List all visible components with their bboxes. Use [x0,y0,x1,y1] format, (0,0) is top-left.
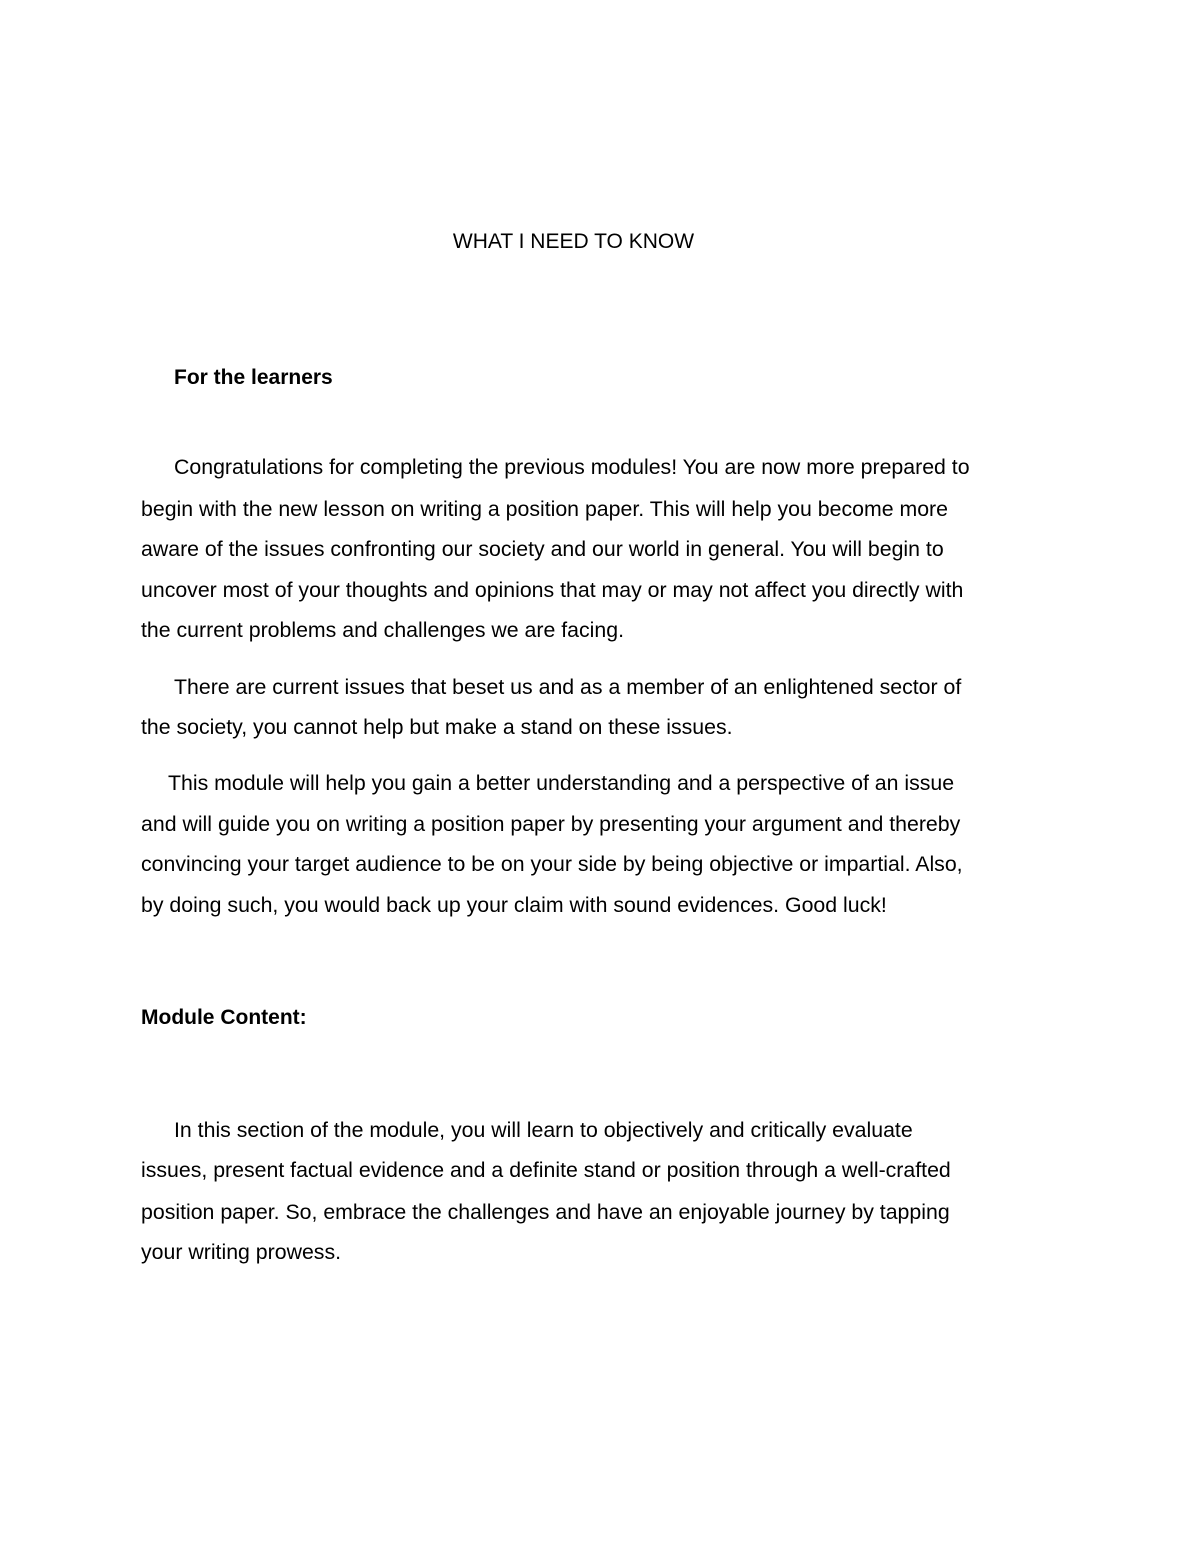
paragraph-line: the current problems and challenges we are facing. [141,618,625,642]
paragraph-line: This module will help you gain a better understanding and a perspective of an issue [168,771,955,795]
paragraph-line: your writing prowess. [141,1240,342,1264]
page-title: WHAT I NEED TO KNOW [452,230,695,253]
paragraph-line: position paper. So, embrace the challenges and have an enjoyable journey by tapping [141,1200,950,1224]
paragraph-line: issues, present factual evidence and a definite stand or position through a well-crafted [141,1158,951,1182]
module-content-heading: Module Content: [141,1006,307,1029]
paragraph-line: There are current issues that beset us and as a member of an enlightened sector of [174,675,962,699]
paragraph-line: begin with the new lesson on writing a position paper. This will help you become more [141,497,948,521]
paragraph-line: aware of the issues confronting our society and our world in general. You will begin to [141,537,944,561]
paragraph-line: Congratulations for completing the previous modules! You are now more prepared to [174,455,970,479]
learners-heading: For the learners [174,366,333,389]
paragraph-line: by doing such, you would back up your claim with sound evidences. Good luck! [141,893,887,917]
paragraph-line: the society, you cannot help but make a stand on these issues. [141,715,733,739]
paragraph-line: In this section of the module, you will learn to objectively and critically evaluate [174,1118,913,1142]
paragraph-line: convincing your target audience to be on your side by being objective or impartial. Also, [141,852,963,876]
paragraph-line: uncover most of your thoughts and opinions that may or may not affect you directly with [141,578,964,602]
paragraph-line: and will guide you on writing a position paper by presenting your argument and thereby [141,812,961,836]
